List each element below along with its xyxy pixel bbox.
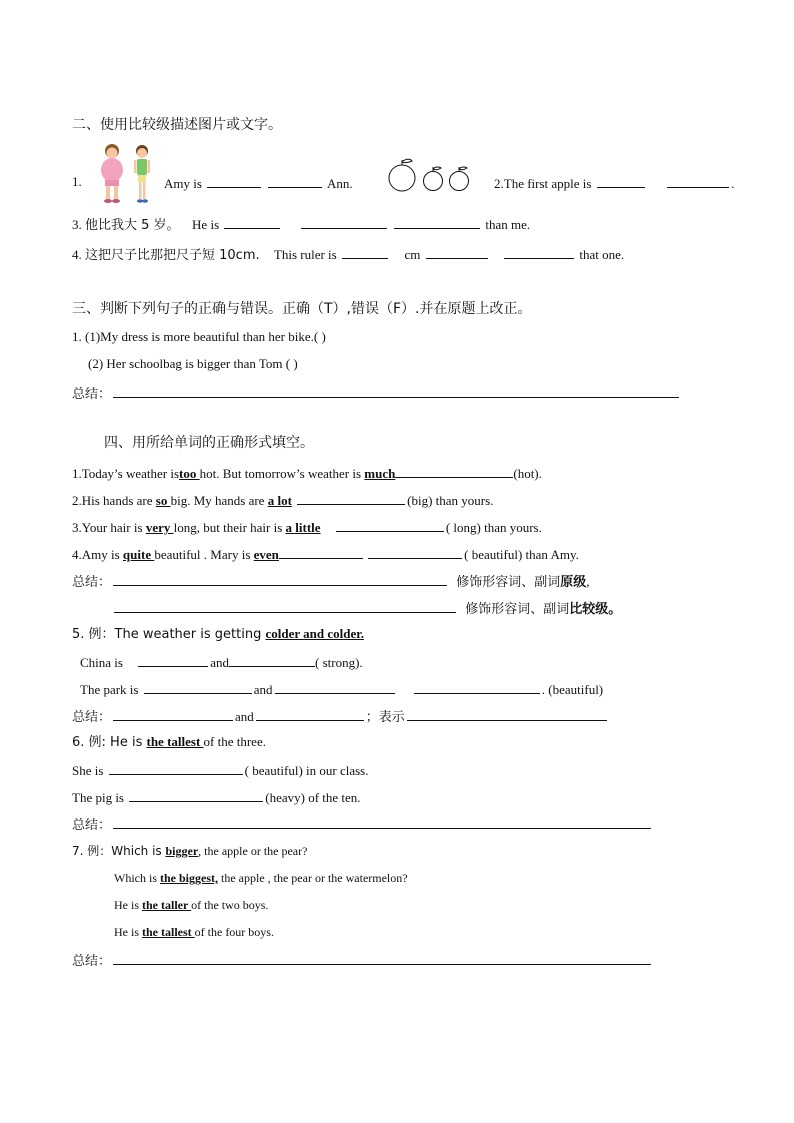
- s4-l4-blank-1[interactable]: [279, 545, 363, 559]
- q1-blank-1[interactable]: [207, 174, 261, 188]
- q5-l1-blank-1[interactable]: [138, 653, 208, 667]
- s4-line-1: 1.Today’s weather istoo hot. But tomorrow’s weather is much (hot).: [72, 466, 542, 481]
- q4-blank-2[interactable]: [426, 245, 488, 259]
- s4-l4-blank-2[interactable]: [368, 545, 462, 559]
- q7-summary-blank[interactable]: [113, 951, 651, 965]
- q7-example: 7. 例：Which is bigger, the apple or the pear?: [72, 844, 308, 858]
- q4-line: 4. 这把尺子比那把尺子短 10cm. This ruler is cm that one.: [72, 247, 625, 263]
- q2-line: 2.The first apple is .: [494, 176, 735, 191]
- q7-line-2: He is the taller of the two boys.: [114, 898, 269, 912]
- q5-l2-blank-2[interactable]: [275, 680, 395, 694]
- s4-l2-blank[interactable]: [297, 491, 405, 505]
- q3-blank-2[interactable]: [301, 215, 387, 229]
- q6-example: 6. 例: He is the tallest of the three.: [72, 734, 266, 750]
- q7-line-1: Which is the biggest, the apple , the pear or the watermelon?: [114, 871, 408, 885]
- q5-summary: 总结： and ；表示: [72, 707, 609, 726]
- q1-blank-2[interactable]: [268, 174, 322, 188]
- section2-heading: 二、使用比较级描述图片或文字。: [72, 117, 282, 133]
- s4-sum2-blank[interactable]: [114, 599, 456, 613]
- s3-summary: 总结：: [72, 384, 681, 403]
- q6-line-1: She is ( beautiful) in our class.: [72, 763, 369, 778]
- s4-l1-blank[interactable]: [395, 464, 513, 478]
- s4-summary-2: 修饰形容词、副词比较级。: [112, 599, 621, 618]
- s4-line-4: 4.Amy is quite beautiful . Mary is even ( beautiful) than Amy.: [72, 547, 579, 562]
- q6-summary-blank[interactable]: [113, 815, 651, 829]
- q1-number: 1.: [72, 174, 82, 189]
- q2-blank-1[interactable]: [597, 174, 645, 188]
- q5-sum-blank-3[interactable]: [407, 707, 607, 721]
- section4-heading: 四、用所给单词的正确形式填空。: [104, 435, 314, 451]
- s4-sum1-blank[interactable]: [113, 572, 447, 586]
- s3-summary-blank[interactable]: [113, 384, 679, 398]
- q7-line-3: He is the tallest of the four boys.: [114, 925, 274, 939]
- q3-line: 3. 他比我大 5 岁。 He is than me.: [72, 217, 531, 233]
- section3-heading: 三、判断下列句子的正确与错误。正确（T）,错误（F）.并在原题上改正。: [72, 301, 532, 317]
- q6-l2-blank[interactable]: [129, 788, 263, 802]
- q5-example: 5. 例：The weather is getting colder and colder.: [72, 626, 365, 642]
- s3-item-1: 1. (1)My dress is more beautiful than her bike.( ): [72, 329, 326, 344]
- q4-blank-1[interactable]: [342, 245, 388, 259]
- q3-blank-3[interactable]: [394, 215, 480, 229]
- s4-summary-1: 总结： 修饰形容词、副词原级,: [72, 574, 590, 590]
- q5-l2-blank-1[interactable]: [144, 680, 252, 694]
- q6-l1-blank[interactable]: [109, 761, 243, 775]
- q6-summary: 总结：: [72, 815, 653, 834]
- apples-illustration: [386, 157, 472, 193]
- q4-blank-3[interactable]: [504, 245, 574, 259]
- q5-sum-blank-1[interactable]: [113, 707, 233, 721]
- q2-blank-2[interactable]: [667, 174, 729, 188]
- s3-item-2: (2) Her schoolbag is bigger than Tom ( ): [88, 356, 298, 371]
- q1-line: Amy is Ann.: [164, 176, 353, 191]
- s4-line-2: 2.His hands are so big. My hands are a lot (big) than yours.: [72, 493, 494, 508]
- girls-illustration: [96, 140, 160, 206]
- q5-line-1: China is and ( strong).: [80, 655, 363, 670]
- s4-line-3: 3.Your hair is very long, but their hair is a little ( long) than yours.: [72, 520, 542, 535]
- q7-summary: 总结：: [72, 951, 653, 970]
- q6-line-2: The pig is (heavy) of the ten.: [72, 790, 361, 805]
- q5-line-2: The park is and . (beautiful): [80, 682, 604, 697]
- q3-blank-1[interactable]: [224, 215, 280, 229]
- q5-l2-blank-3[interactable]: [414, 680, 540, 694]
- s4-l3-blank[interactable]: [336, 518, 444, 532]
- q5-l1-blank-2[interactable]: [229, 653, 315, 667]
- q5-sum-blank-2[interactable]: [256, 707, 364, 721]
